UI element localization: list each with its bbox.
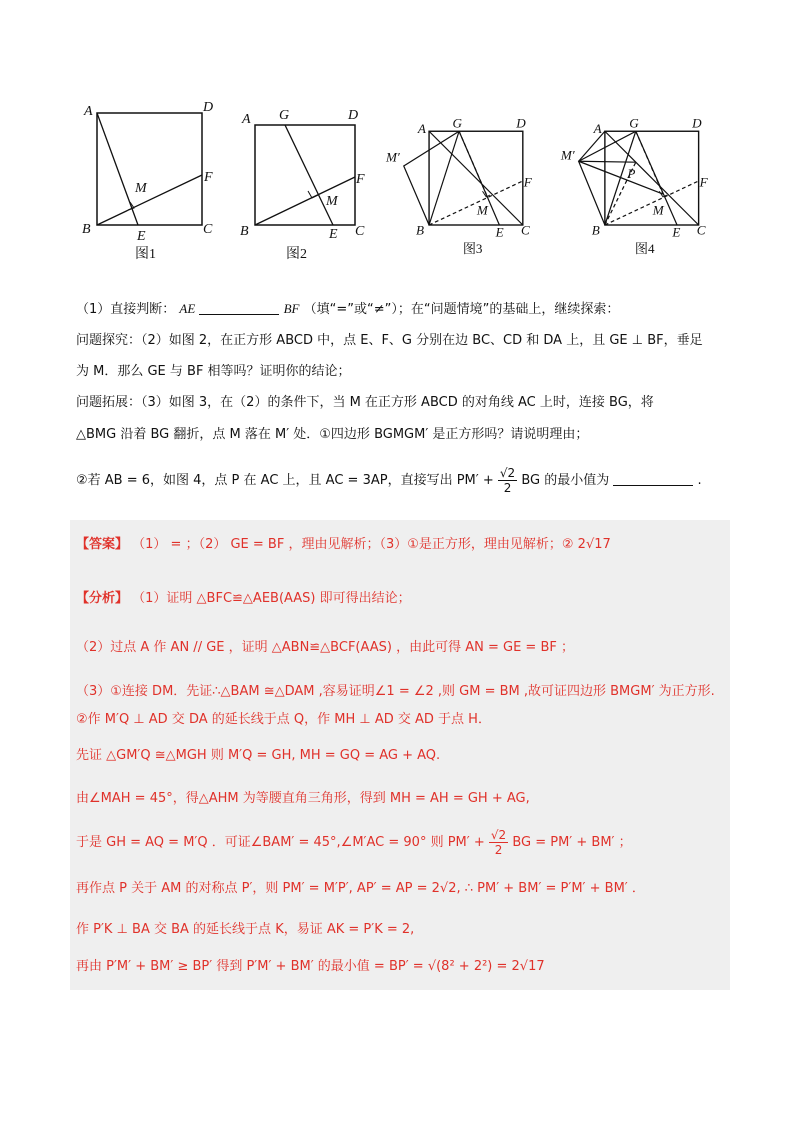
q3-fraction-den: 2 bbox=[503, 481, 512, 495]
label-G: G bbox=[629, 115, 639, 131]
label-A: A bbox=[593, 121, 602, 137]
q3-line3-b: BG 的最小值为 bbox=[521, 473, 610, 488]
label-B: B bbox=[240, 224, 249, 239]
line8-fraction-den: 2 bbox=[494, 843, 503, 857]
label-B: B bbox=[591, 222, 600, 238]
q1-bf: BF bbox=[283, 301, 300, 316]
analysis-part-3-3: 先证 △GM′Q ≅△MGH 则 M′Q = GH, MH = GQ = AG + AQ. bbox=[76, 748, 441, 763]
label-Mp: M′ bbox=[560, 147, 575, 163]
analysis-part-3-5 bbox=[76, 828, 632, 857]
q3-line3-end: . bbox=[697, 473, 702, 488]
question-2-line-1: 问题探究：（2）如图 2，在正方形 ABCD 中，点 E、F、G 分别在边 BC、CD 和 DA 上，且 GE ⊥ BF，垂足 bbox=[76, 333, 703, 348]
answer-body: （1） = ；（2） GE = BF ，理由见解析；（3）①是正方形，理由见解析；② 2√17 bbox=[132, 537, 611, 552]
figure-4-diagram bbox=[558, 95, 708, 265]
label-C: C bbox=[696, 222, 706, 238]
line8-fraction-num: √2 bbox=[490, 828, 507, 842]
question-2-line-2: 为 M．那么 GE 与 BF 相等吗？证明你的结论； bbox=[76, 364, 351, 379]
analysis-part-3-8: 再由 P′M′ + BM′ ≥ BP′ 得到 P′M′ + BM′ 的最小值 = BP′ = √(8² + 2²) = 2√17 bbox=[76, 959, 545, 974]
label-F: F bbox=[204, 170, 213, 185]
label-D: D bbox=[348, 108, 359, 123]
analysis-part-2: （2）过点 A 作 AN // GE ，证明 △ABN≌△BCF(AAS) ，由此可得 AN = GE = BF ； bbox=[76, 640, 574, 655]
figure-4-caption: 图4 bbox=[634, 241, 655, 257]
analysis-part-3-6: 再作点 P 关于 AM 的对称点 P′，则 PM′ = M′P′, AP′ = AP = 2√2, ∴ PM′ + BM′ = P′M′ + BM′ ． bbox=[76, 881, 645, 896]
label-M: M bbox=[652, 202, 664, 218]
label-F: F bbox=[699, 174, 708, 190]
label-A: A bbox=[417, 121, 426, 137]
q1-suffix: （填“=”或“≠”）；在“问题情境”的基础上，继续探索： bbox=[303, 302, 620, 317]
analysis-body: （1）证明 △BFC≌△AEB(AAS) 即可得出结论； bbox=[132, 591, 411, 606]
label-C: C bbox=[203, 222, 213, 237]
label-Mp: M′ bbox=[385, 149, 400, 165]
analysis-part-3-2: ②作 M′Q ⊥ AD 交 DA 的延长线于点 Q，作 MH ⊥ AD 交 AD 于点 H． bbox=[76, 712, 491, 727]
question-3-line-1: 问题拓展：（3）如图 3，在（2）的条件下，当 M 在正方形 ABCD 的对角线 AC 上时，连接 BG，将 bbox=[76, 395, 654, 410]
label-F: F bbox=[356, 172, 365, 187]
label-B: B bbox=[82, 222, 91, 237]
label-E: E bbox=[495, 224, 504, 240]
figure-3-caption: 图3 bbox=[462, 241, 483, 257]
label-M: M bbox=[135, 181, 147, 196]
label-C: C bbox=[520, 222, 530, 238]
label-E: E bbox=[137, 229, 146, 244]
label-A: A bbox=[242, 112, 251, 127]
label-M: M bbox=[476, 202, 488, 218]
label-B: B bbox=[415, 222, 424, 238]
label-M: M bbox=[326, 194, 338, 209]
analysis-part-3-7: 作 P′K ⊥ BA 交 BA 的延长线于点 K，易证 AK = P′K = 2, bbox=[76, 922, 415, 937]
q3-fraction-num: √2 bbox=[499, 466, 516, 480]
q1-ae: AE bbox=[179, 301, 196, 316]
answer-tag: 【答案】 bbox=[76, 537, 129, 552]
line8-fraction bbox=[489, 828, 508, 857]
label-E: E bbox=[672, 224, 681, 240]
q3-line3-a: ②若 AB = 6，如图 4，点 P 在 AC 上，且 AC = 3AP，直接写出 PM′ + bbox=[76, 473, 494, 488]
question-3-line-2: △BMG 沿着 BG 翻折，点 M 落在 M′ 处．①四边形 BGMGM′ 是正方形吗？请说明理由； bbox=[76, 427, 589, 442]
analysis-part-3-4: 由∠MAH = 45°，得△AHM 为等腰直角三角形，得到 MH = AH = GH + AG, bbox=[76, 791, 530, 806]
figure-3 bbox=[385, 95, 535, 265]
figure-4 bbox=[558, 95, 708, 265]
analysis-part-3-1: （3）①连接 DM．先证∴△BAM ≅△DAM ,容易证明∠1 = ∠2 ,则 GM = BM ,故可证四边形 BMGM′ 为正方形. bbox=[76, 684, 715, 699]
analysis-tag: 【分析】 bbox=[76, 591, 129, 606]
question-3-line-3 bbox=[76, 466, 702, 495]
label-D: D bbox=[203, 100, 214, 115]
label-G: G bbox=[279, 108, 290, 123]
label-P: P bbox=[627, 166, 636, 182]
figure-1 bbox=[80, 95, 230, 265]
label-F: F bbox=[523, 174, 532, 190]
label-E: E bbox=[329, 227, 338, 242]
label-A: A bbox=[84, 104, 93, 119]
q3-blank bbox=[613, 473, 693, 486]
answer-line bbox=[76, 536, 611, 554]
label-D: D bbox=[692, 115, 702, 131]
figure-2-caption: 图2 bbox=[286, 247, 307, 262]
figure-2 bbox=[238, 95, 388, 265]
q1-prefix: （1）直接判断： bbox=[76, 302, 176, 317]
analysis-line bbox=[76, 590, 411, 608]
q1-blank bbox=[199, 302, 279, 315]
q3-fraction bbox=[498, 466, 517, 495]
line8-a: 于是 GH = AQ = M′Q ．可证∠BAM′ = 45°,∠M′AC = 90° 则 PM′ + bbox=[76, 835, 485, 850]
figure-1-diagram bbox=[80, 95, 230, 265]
label-G: G bbox=[452, 115, 462, 131]
line8-b: BG = PM′ + BM′ ； bbox=[512, 835, 632, 850]
label-D: D bbox=[516, 115, 526, 131]
figure-3-diagram bbox=[385, 95, 535, 265]
question-1 bbox=[76, 300, 619, 319]
figure-1-caption: 图1 bbox=[135, 247, 156, 262]
label-C: C bbox=[355, 224, 365, 239]
figure-2-diagram bbox=[238, 95, 388, 265]
